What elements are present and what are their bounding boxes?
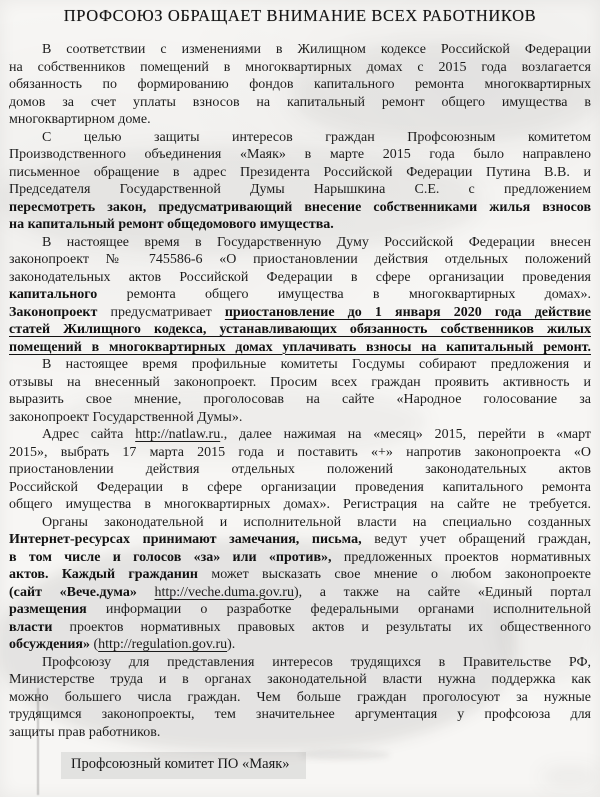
text-line: [9, 111, 591, 129]
text-run: домов за счет уплаты взносов на капитальный ремонт общего имущества в: [9, 94, 591, 110]
text-line: [9, 286, 591, 304]
text-line: [9, 321, 591, 339]
text-run: (: [90, 637, 99, 652]
text-line: [9, 234, 591, 252]
text-run: в том числе и голосов «за» или «против»,: [9, 549, 332, 565]
url-text: статей Жилищного кодекса, устанавливающих обязанность собственников жилых: [9, 322, 591, 337]
paragraph: [9, 426, 591, 514]
text-run: Органы законодательной и исполнительной власти на специально созданных: [42, 514, 591, 530]
text-run: проектов нормативных правовых актов и результаты их общественного: [52, 619, 591, 635]
text-line: [9, 199, 591, 217]
text-line: [9, 514, 591, 532]
text-run: Законопроект: [9, 304, 98, 320]
text-run: законопроект № 745586-6 «О приостановлении действия отдельных положений: [9, 252, 591, 267]
text-run: капитального: [9, 287, 98, 302]
text-line: [9, 461, 591, 479]
text-line: [9, 566, 591, 584]
text-run: ведут учет обращений граждан,: [361, 532, 591, 547]
text-line: [9, 671, 591, 689]
document-content: [9, 6, 591, 779]
text-line: [9, 619, 591, 637]
url-text: http://veche.duma.gov.ru: [154, 584, 294, 600]
text-run: защиты прав работников.: [9, 724, 161, 740]
text-line: [9, 426, 591, 444]
text-run: на капитальный ремонт общедомового имущества.: [9, 217, 334, 232]
text-line: [9, 636, 591, 654]
text-run: может высказать свое мнение о любом законопроекте: [197, 567, 591, 582]
text-run: С целью защиты интересов граждан Профсоюзным комитетом: [42, 129, 591, 145]
text-run: обсуждения»: [9, 637, 90, 652]
text-run: отзывы на внесенный законопроект. Просим всех граждан проявить активность и: [9, 374, 591, 390]
text-line: [9, 531, 591, 549]
text-line: [9, 724, 591, 742]
text-line: [9, 129, 591, 147]
url-text: http://regulation.gov.ru: [98, 637, 228, 652]
document-paragraphs: [9, 41, 591, 741]
text-run: В настоящее время в Государственную Думу Российской Федерации внесен: [42, 234, 591, 250]
text-line: [9, 59, 591, 77]
signature-text: Профсоюзный комитет ПО «Маяк»: [61, 752, 306, 779]
text-line: [9, 601, 591, 619]
paragraph: [9, 654, 591, 742]
text-run: информации о разработке федеральными органами исполнительной: [86, 602, 591, 617]
signature-row: [9, 752, 591, 779]
text-run: на собственников помещений в многоквартирных домах с 2015 года возлагается: [9, 59, 591, 75]
url-text: приостановление до 1 января 2020 года действие: [224, 304, 591, 320]
text-run: Производственного объединения «Маяк» в марте 2015 года было направлено: [9, 147, 591, 162]
document-title: ПРОФСОЮЗ ОБРАЩАЕТ ВНИМАНИЕ ВСЕХ РАБОТНИКОВ: [63, 6, 537, 25]
paragraph: [9, 234, 591, 357]
text-line: [9, 76, 591, 94]
text-line: [9, 479, 591, 497]
text-line: [9, 41, 591, 59]
text-run: выразить свое мнение, проголосовав на сайте «Народное голосование за: [9, 392, 591, 407]
text-run: власти: [9, 619, 53, 635]
text-run: можно большего числа граждан. Чем больше граждан проголосуют за нужные: [9, 689, 591, 705]
text-run: Министерстве труда и в органах законодательной власти нужна поддержка как: [9, 672, 591, 687]
text-run: 2015», выбрать 17 марта 2015 года и поставить «+» напротив законопроекта «О: [9, 444, 591, 460]
text-line: [9, 251, 591, 269]
text-run: трудящимся законопроекты, тем значительнее аргументация у профсоюза для: [9, 707, 591, 722]
text-line: [9, 216, 591, 234]
text-run: Адрес сайта: [42, 427, 136, 442]
text-line: [9, 409, 591, 427]
text-line: [9, 269, 591, 287]
text-line: [9, 356, 591, 374]
paragraph: [9, 41, 591, 129]
text-line: [9, 146, 591, 164]
text-run: законопроект Государственной Думы».: [9, 409, 243, 425]
text-run: предложенных проектов нормативных: [331, 549, 591, 565]
text-line: [9, 689, 591, 707]
text-run: многоквартирном доме.: [9, 112, 151, 127]
text-line: [9, 496, 591, 514]
text-run: актов. Каждый гражданин: [9, 567, 198, 582]
text-run: обязанность по формированию фондов капитального ремонта многоквартирных: [9, 77, 591, 92]
text-run: ., далее нажимая на «месяц» 2015, перейти в «март: [220, 427, 591, 442]
text-run: пересмотреть закон, предусматривающий внесение собственниками жилья взносов: [9, 199, 591, 215]
text-line: [9, 584, 591, 602]
text-line: [9, 94, 591, 112]
text-run: письменное обращение в адрес Президента Российской Федерации Путина В.В. и: [9, 164, 591, 180]
text-run: предусматривает: [97, 304, 225, 320]
text-line: [9, 549, 591, 567]
url-text: http://natlaw.ru: [135, 427, 221, 442]
paragraph: [9, 129, 591, 234]
text-line: [9, 304, 591, 322]
text-line: [9, 654, 591, 672]
paragraph: [9, 356, 591, 426]
paragraph: [9, 514, 591, 654]
text-line: [9, 374, 591, 392]
text-line: [9, 339, 591, 357]
text-run: ремонта общего имущества в многоквартирных домах».: [97, 287, 591, 302]
text-run: Профсоюзу для представления интересов трудящихся в Правительстве РФ,: [42, 654, 591, 670]
text-run: общего имущества в многоквартирных домах». Регистрация на сайте не требуется.: [9, 497, 591, 512]
text-line: [9, 444, 591, 462]
text-line: [9, 391, 591, 409]
text-line: [9, 181, 591, 199]
text-run: законодательных актов Российской Федерации в сфере организации проведения: [9, 269, 591, 285]
text-run: В настоящее время профильные комитеты Госдумы собирают предложения и: [42, 357, 591, 372]
text-run: ).: [227, 637, 236, 652]
text-run: приостановлении действия отдельных положений законодательных актов: [9, 462, 591, 477]
text-run: Председателя Государственной Думы Нарышкина С.Е. с предложением: [9, 182, 591, 197]
text-run: Интернет-ресурсах принимают замечания, письма,: [9, 532, 362, 547]
text-run: В соответствии с изменениями в Жилищном кодексе Российской Федерации: [42, 42, 591, 57]
text-line: [9, 706, 591, 724]
text-run: ), а также на сайте «Единый портал: [293, 584, 591, 600]
text-run: размещения: [9, 602, 87, 617]
text-run: Российской Федерации в сфере организации проведения капитального ремонта: [9, 479, 591, 495]
text-run: (сайт «Вече.дума»: [9, 584, 155, 600]
url-text: помещений в многоквартирных домах уплачивать взносы на капитальный ремонт.: [9, 339, 591, 355]
text-line: [9, 164, 591, 182]
